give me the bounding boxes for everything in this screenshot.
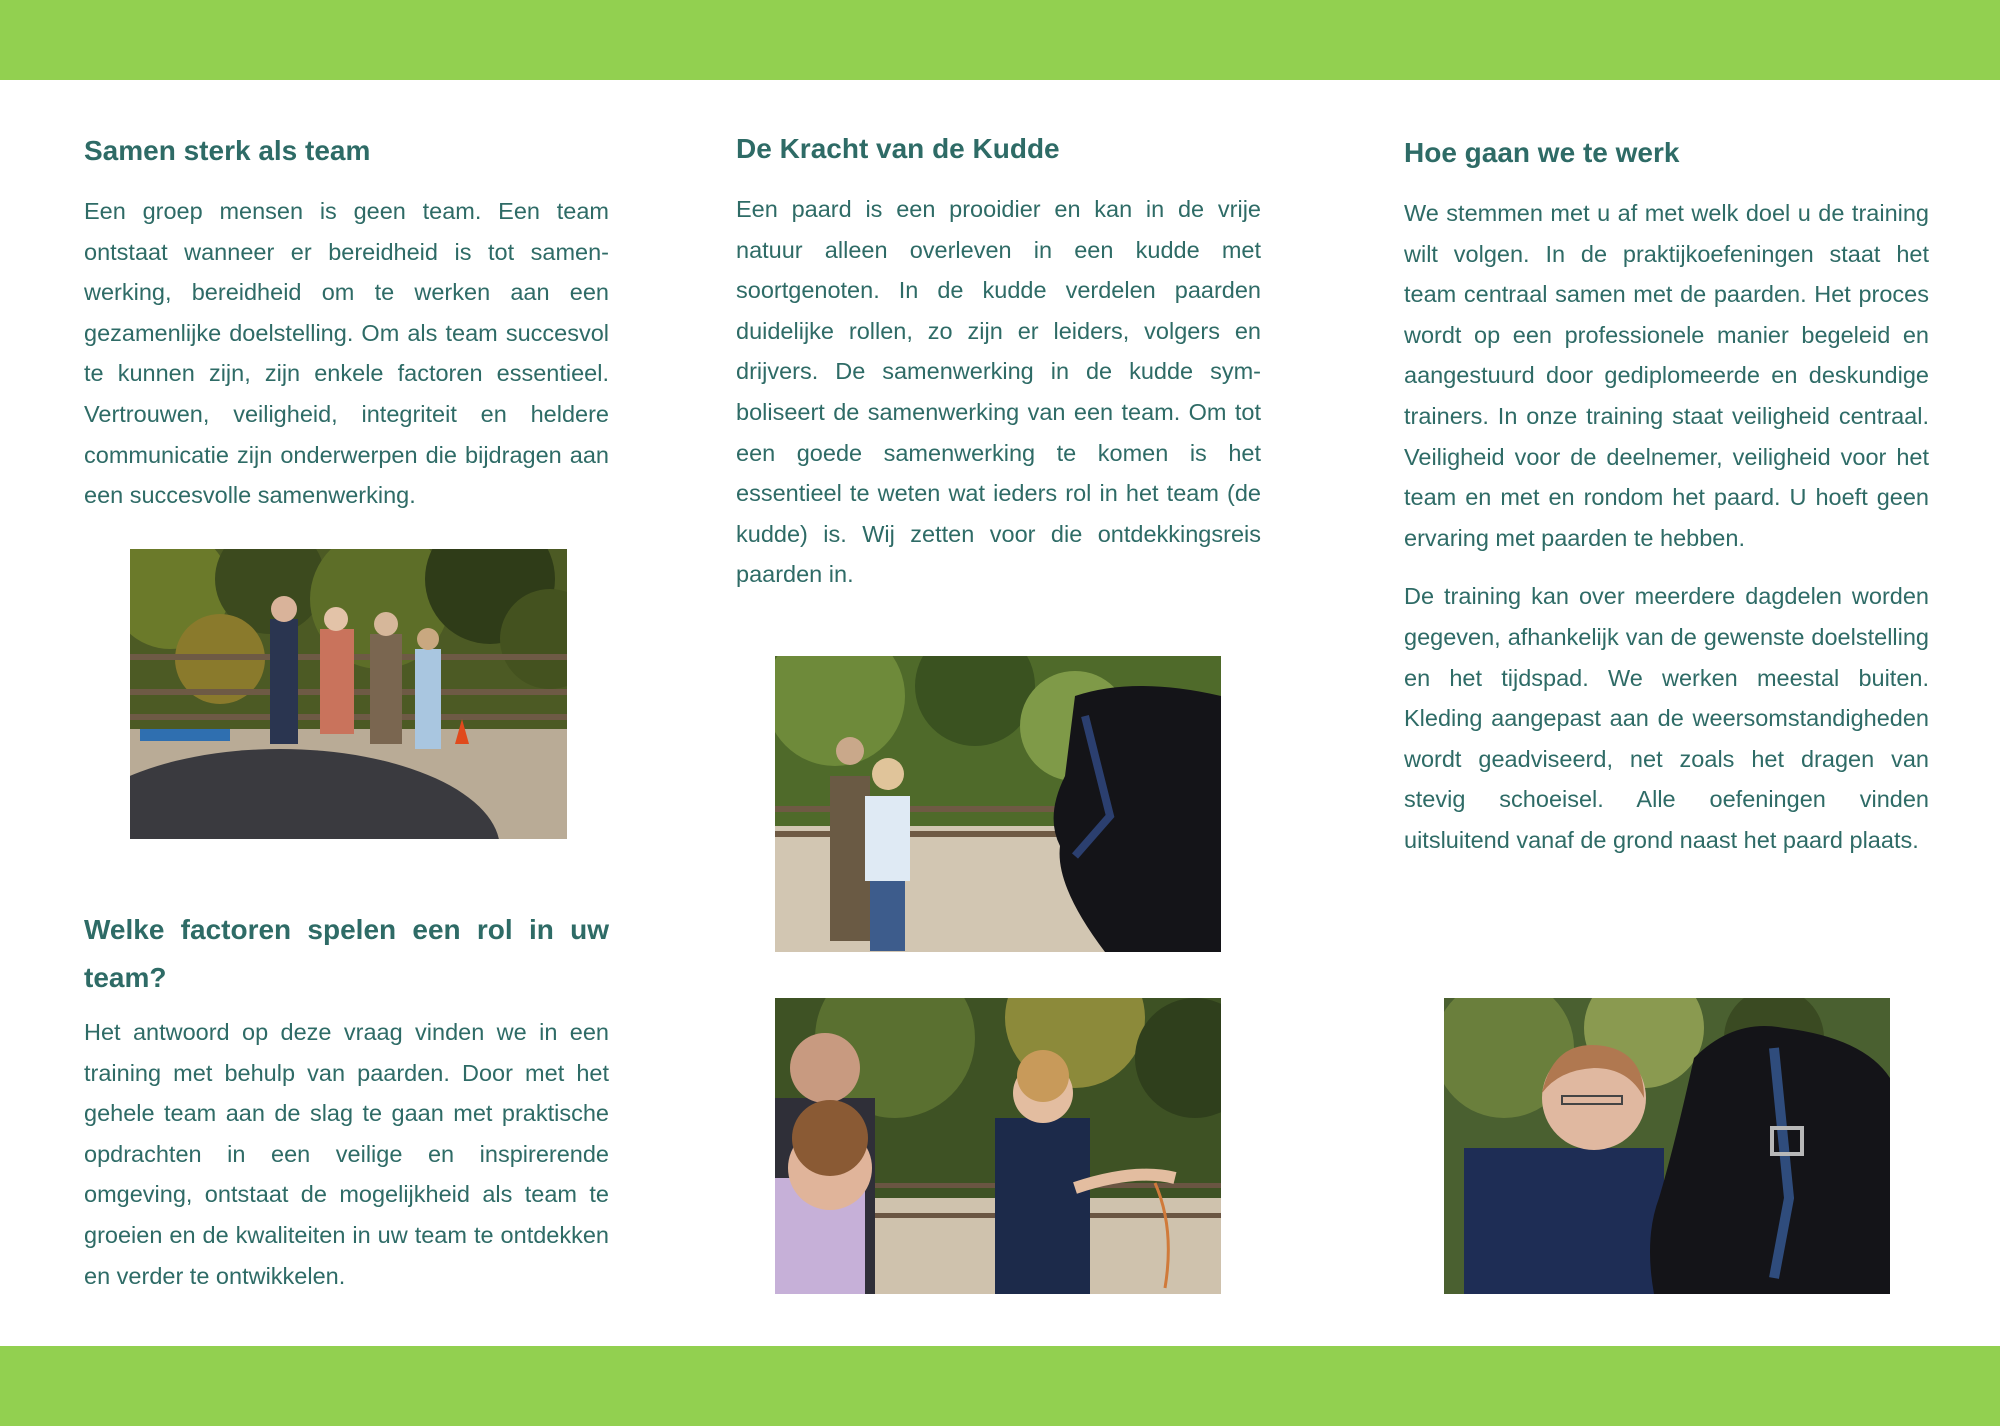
heading-kracht-kudde: De Kracht van de Kudde	[736, 133, 1060, 164]
bottom-green-band	[0, 1346, 2000, 1426]
paragraph-samen-sterk: Een groep mensen is geen team. Een team ontstaat wanneer er bereidheid is tot samenwerking, bereidheid om te werken aan een gezamenlijke doelstelling. Om als team succesvol te kunnen zijn, zijn enkele factoren essentieel. Vertrouwen, veiligheid, integriteit en heldere communicatie zijn onderwerpen die bijdragen aan een succesvolle samenwerking.	[84, 198, 609, 509]
paragraph-kracht-kudde: Een paard is een prooidier en kan in de vrije natuur alleen overleven in een kudde met soortgenoten. In de kudde verdelen paarden duidelijke rollen, zo zijn er leiders, volgers en drijvers. De samenwerking in de kudde symboliseert de samenwerking van een team. Om tot een goede samenwerking te komen is het essentieel te weten wat ieders rol in het team (de kudde) is. Wij zetten voor die ontdekkingsreis paarden in.	[736, 196, 1261, 588]
photo-team-exercise	[130, 549, 567, 839]
photo-horse-closeup	[775, 656, 1221, 952]
column-left	[84, 127, 609, 516]
column-middle	[736, 125, 1261, 595]
photo-trainer-group	[775, 998, 1221, 1294]
paragraph-training-dagdelen: De training kan over meerdere dagdelen worden gegeven, afhankelijk van de gewenste doelstelling en het tijdspad. We werken meestal buiten. Kleding aangepast aan de weersomstandigheden wordt geadviseerd, net zoals het dragen van stevig schoeisel. Alle oefeningen vinden uitsluitend vanaf de grond naast het paard plaats.	[1404, 583, 1929, 853]
heading-welke-factoren: Welke factoren spelen een rol in uw team?	[84, 914, 609, 993]
column-left-lower	[84, 906, 609, 1296]
heading-samen-sterk: Samen sterk als team	[84, 135, 371, 166]
paragraph-hoe-gaan-we: We stemmen met u af met welk doel u de training wilt volgen. In de praktijkoefeningen staat het team centraal samen met de paarden. Het proces wordt op een professionele manier begeleid en aangestuurd door gediplomeerde en deskundige trainers. In onze training staat veiligheid centraal. Veiligheid voor de deelnemer, veiligheid voor het team en met en rondom het paard. U hoeft geen ervaring met paarden te hebben.	[1404, 200, 1929, 551]
column-right	[1404, 129, 1929, 861]
top-green-band	[0, 0, 2000, 80]
heading-hoe-gaan-we: Hoe gaan we te werk	[1404, 137, 1680, 168]
photo-trainer-horse	[1444, 998, 1890, 1294]
paragraph-welke-factoren: Het antwoord op deze vraag vinden we in een training met behulp van paarden. Door met het gehele team aan de slag te gaan met praktische opdrachten in een veilige en inspirerende omgeving, ontstaat de mogelijkheid als team te groeien en de kwaliteiten in uw team te ontdekken en verder te ontwikkelen.	[84, 1019, 609, 1289]
